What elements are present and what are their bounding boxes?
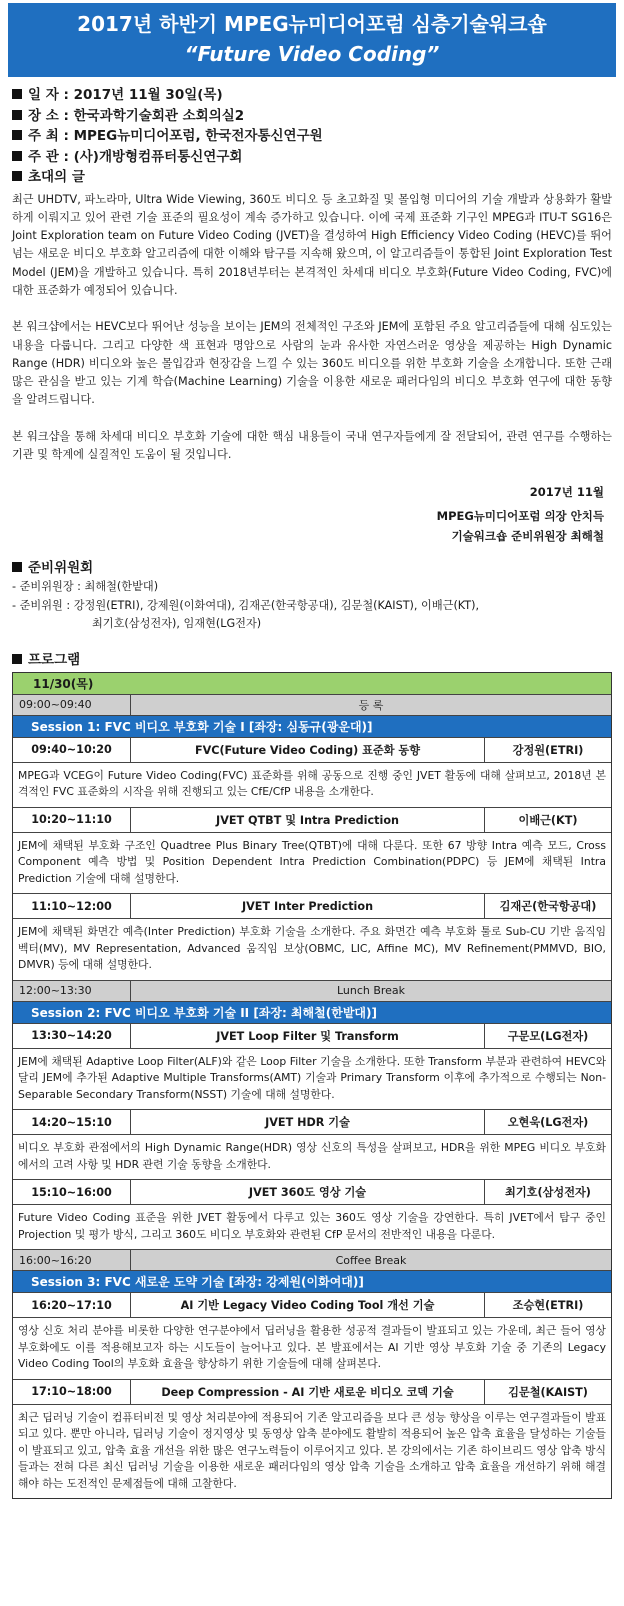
page-subtitle: “Future Video Coding” [184,42,440,66]
info-venue: 장 소 : 한국과학기술회관 소회의실2 [12,106,612,127]
row-time: 16:00~16:20 [13,1250,131,1270]
registration-row [13,695,611,716]
talk-description: JEM에 채택된 부호화 구조인 Quadtree Plus Binary Tree(QTBT)에 대해 다룬다. 또한 67 방향 Intra 예측 모드, Cross Component 예측 방법 및 Position Dependent Intra Prediction Combination(PDPC) 등 JEM에 채택된 Intra Prediction 기술에 대해 설명한다. [13,833,611,895]
talk-title: Deep Compression - AI 기반 새로운 비디오 코덱 기술 [131,1380,485,1404]
signature-block [12,482,604,546]
talk-title: JVET QTBT 및 Intra Prediction [131,808,485,832]
talk-speaker: 오현욱(LG전자) [507,1116,589,1130]
row-label: 등 록 [358,698,384,712]
square-bullet-icon [12,151,22,161]
square-bullet-icon [12,562,22,572]
row-time: 09:00~09:40 [13,695,131,715]
talk-time: 15:10~16:00 [13,1180,131,1204]
lunch-row [13,981,611,1002]
talk-row [13,808,611,833]
talk-description: JEM에 채택된 화면간 예측(Inter Prediction) 부호화 기술을 소개한다. 주요 화면간 예측 부호화 툴로 Sub-CU 기반 움직임 벡터(MV), MV Representation, Advanced 움직임 보상(OBMC, LIC, Affine MC), MV Refinement(PMMVD, BIO, DMVR) 등에 대해 설명한다. [13,919,611,981]
invitation-heading: 초대의 글 [12,167,612,188]
square-bullet-icon [12,171,22,181]
committee-members: - 준비위원 : 강정원(ETRI), 강제원(이화여대), 김재곤(한국항공대), 김문철(KAIST), 이배근(KT), [12,598,480,612]
talk-row [13,1180,611,1205]
talk-speaker: 강정원(ETRI) [512,743,584,757]
square-bullet-icon [12,110,22,120]
talk-title: FVC(Future Video Coding) 표준화 동향 [131,738,485,762]
row-label: Lunch Break [336,984,406,998]
talk-time: 16:20~17:10 [13,1293,131,1317]
committee-chair: - 준비위원장 : 최해철(한밭대) [12,580,159,594]
signer-committee-chair: 기술워크숍 준비위원장 최해철 [451,529,604,544]
talk-description: 최근 딥러닝 기술이 컴퓨터비전 및 영상 처리분야에 적용되어 기존 알고리즘을 보다 큰 성능 향상을 이루는 연구결과들이 발표되고 있다. 뿐만 아니라, 딥러닝 기술이 정지영상 및 동영상 압축 분야에도 활발히 적용되어 높은 압축 효율을 달성하는 기술들이 발표되고 있고, 압축 효율 개선을 위한 많은 연구노력들이 이루어지고 있다. 본 강의에서는 기존 하이브리드 영상 압축 방식들과는 전혀 다른 최신 딥러닝 기술을 이용한 새로운 패러다임의 영상 압축 기술을 소개하고 압축 효율을 개선하기 위해 해결해야 하는 도전적인 문제점들에 대해 고찰한다. [18,1410,606,1490]
row-label: Coffee Break [335,1253,407,1267]
session-2-header: Session 2: FVC 비디오 부호화 기술 II [좌장: 최해철(한밭대)] [13,1002,611,1024]
talk-row [13,738,611,763]
info-date: 일 자 : 2017년 11월 30일(목) [12,85,612,106]
talk-time: 09:40~10:20 [13,738,131,762]
talk-speaker: 조승현(ETRI) [512,1299,584,1313]
talk-description: Future Video Coding 표준을 위한 JVET 활동에서 다루고 있는 360도 영상 기술을 강연한다. 특히 JVET에서 탐구 중인 Projection 및 평가 방식, 그리고 360도 비디오 부호화와 관련된 CfP 문서의 전반적인 내용을 다룬다. [13,1205,611,1250]
talk-time: 10:20~11:10 [13,808,131,832]
talk-description: MPEG과 VCEG이 Future Video Coding(FVC) 표준화를 위해 공동으로 진행 중인 JVET 활동에 대해 살펴보고, 2018년 본격적인 FVC 표준화의 시작을 위해 진행되고 있는 CfE/CfP 내용을 소개한다. [13,763,611,808]
talk-title: JVET HDR 기술 [131,1110,485,1134]
talk-speaker: 최기호(삼성전자) [505,1186,591,1200]
talk-title: JVET Loop Filter 및 Transform [131,1024,485,1048]
committee-members-cont: 최기호(삼성전자), 임재현(LG전자) [92,617,262,631]
talk-row [13,894,611,919]
talk-row [13,1024,611,1049]
talk-title: JVET Inter Prediction [131,894,485,918]
letter-date: 2017년 11월 [529,485,604,500]
talk-speaker: 김재곤(한국항공대) [499,900,597,914]
talk-description: JEM에 채택된 Adaptive Loop Filter(ALF)와 같은 Loop Filter 기술을 소개한다. 또한 Transform 부분과 관련하여 HEVC와 달리 JEM에 추가된 Adaptive Multiple Transforms(AMT) 기술과 Primary Transform 이후에 추가적으로 수행되는 Non-Separable Secondary Transform(NSST) 기술에 대해 설명한다. [13,1049,611,1111]
session-3-header: Session 3: FVC 새로운 도약 기술 [좌장: 강제원(이화여대)] [13,1271,611,1293]
talk-speaker: 이배근(KT) [518,813,578,827]
row-time: 12:00~13:30 [13,981,131,1001]
title-banner [8,3,616,77]
talk-speaker: 김문철(KAIST) [508,1385,588,1399]
talk-speaker: 구문모(LG전자) [507,1029,589,1043]
letter-paragraph: 본 워크샵을 통해 차세대 비디오 부호화 기술에 대한 핵심 내용들이 국내 연구자들에게 잘 전달되어, 관련 연구를 수행하는 기관 및 학계에 실질적인 도움이 될 것입니다. [12,429,612,462]
coffee-row [13,1250,611,1271]
letter-paragraph: 본 워크샵에서는 HEVC보다 뛰어난 성능을 보이는 JEM의 전체적인 구조와 JEM에 포함된 주요 알고리즘들에 대해 심도있는 내용을 다룹니다. 그리고 다양한 색 표현과 명암으로 사람의 눈과 유사한 자연스러운 영상을 제공하는 High Dynamic Range (HDR) 비디오와 높은 몰입감과 현장감을 느낄 수 있는 360도 비디오를 위한 부호화 기술을 소개합니다. 또한 근래 많은 관심을 받고 있는 기계 학습(Machine Learning) 기술을 이용한 새로운 패러다임의 비디오 부호화 연구에 대한 동향을 알려드립니다. [12,320,612,407]
square-bullet-icon [12,89,22,99]
square-bullet-icon [12,130,22,140]
talk-row [13,1380,611,1405]
talk-time: 11:10~12:00 [13,894,131,918]
event-info [12,85,612,188]
committee-list [12,578,612,634]
talk-row [13,1110,611,1135]
talk-title: AI 기반 Legacy Video Coding Tool 개선 기술 [131,1293,485,1317]
program-day: 11/30(목) [13,673,611,695]
program-heading: 프로그램 [12,650,612,670]
square-bullet-icon [12,654,22,664]
talk-time: 14:20~15:10 [13,1110,131,1134]
committee-heading: 준비위원회 [12,558,612,578]
talk-time: 17:10~18:00 [13,1380,131,1404]
talk-time: 13:30~14:20 [13,1024,131,1048]
info-organizer: 주 관 : (사)개방형컴퓨터통신연구회 [12,147,612,168]
program-table [12,672,612,1500]
letter-paragraph: 최근 UHDTV, 파노라마, Ultra Wide Viewing, 360도 비디오 등 초고화질 및 몰입형 미디어의 기술 개발과 상용화가 활발하게 이뤄지고 있어 관련 기술 표준의 필요성이 계속 증가하고 있습니다. 이에 국제 표준화 기구인 MPEG과 ITU-T SG16은 Joint Exploration team on Future Video Coding (JVET)을 결성하여 High Efficiency Video Coding (HEVC)를 뛰어넘는 새로운 비디오 부호화 알고리즘에 대한 이해와 탐구를 지속해 왔으며, 이 알고리즘들이 통합된 Joint Exploration Test Model (JEM)을 개발하고 있습니다. 특히 2018년부터는 본격적인 차세대 비디오 부호화(Future Video Coding, FVC)에 대한 표준화가 예정되어 있습니다. [12,192,612,297]
session-1-header: Session 1: FVC 비디오 부호화 기술 I [좌장: 심동규(광운대)] [13,716,611,738]
talk-row [13,1293,611,1318]
info-host: 주 최 : MPEG뉴미디어포럼, 한국전자통신연구원 [12,126,612,147]
talk-description: 영상 신호 처리 분야를 비롯한 다양한 연구분야에서 딥러닝을 활용한 성공적 결과들이 발표되고 있는 가운데, 최근 들어 영상 부호화에도 이를 적용해보고자 하는 시도들이 늘어나고 있다. 본 발표에서는 AI 기반 영상 부호화 기술 중 기존의 Legacy Video Coding Tool의 부호화 효율을 향상하기 위한 기술들에 대해 살펴본다. [13,1318,611,1380]
invitation-letter [12,191,612,465]
signer-chair: MPEG뉴미디어포럼 의장 안치득 [436,509,604,524]
page-title: 2017년 하반기 MPEG뉴미디어포럼 심층기술워크숍 [77,12,547,36]
talk-description: 비디오 부호화 관점에서의 High Dynamic Range(HDR) 영상 신호의 특성을 살펴보고, HDR을 위한 MPEG 비디오 부호화에서의 고려 사항 및 HDR 관련 기술 동향을 소개한다. [13,1135,611,1180]
talk-title: JVET 360도 영상 기술 [131,1180,485,1204]
